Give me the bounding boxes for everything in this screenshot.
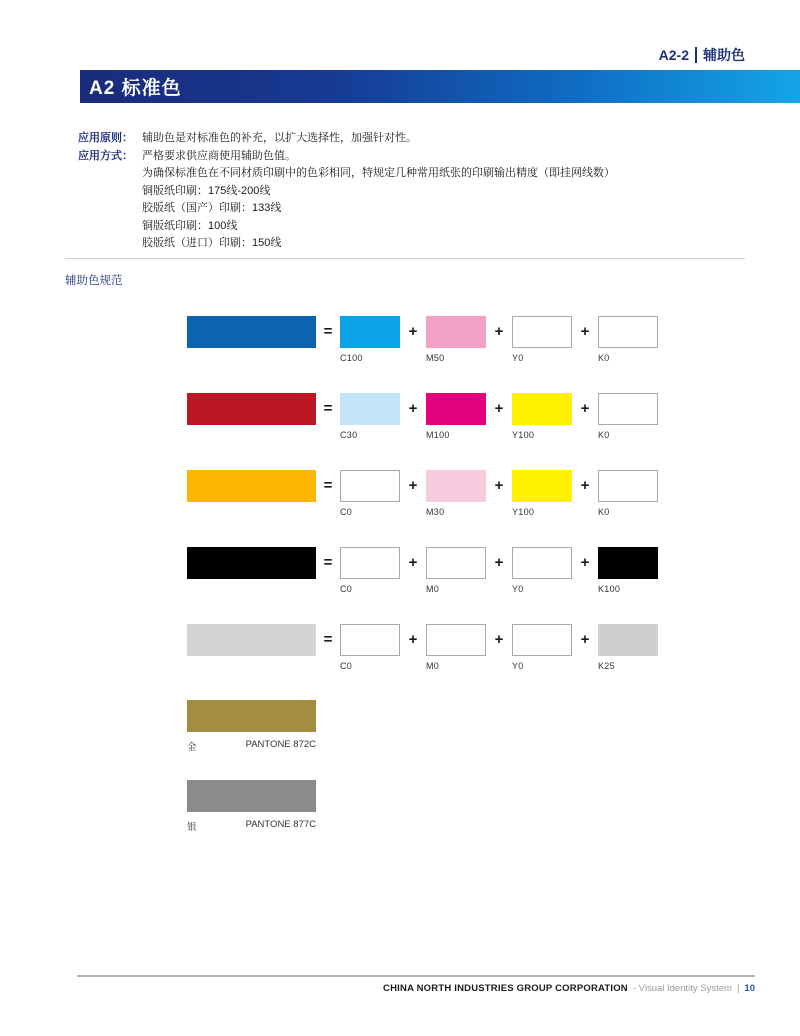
plus-sign: + <box>408 631 418 648</box>
plus-sign: + <box>408 477 418 494</box>
method-line: 为确保标准色在不同材质印刷中的色彩相同，特规定几种常用纸张的印刷输出精度（即挂网线数） <box>142 167 615 179</box>
component-color-label: Y0 <box>512 584 524 594</box>
component-color-swatch <box>598 316 658 348</box>
footer-company-name: CHINA NORTH INDUSTRIES GROUP CORPORATION <box>383 983 628 994</box>
component-color-label: M30 <box>426 507 445 517</box>
method-line: 胶版纸（进口）印刷：150线 <box>142 237 282 249</box>
silver-color-swatch <box>187 780 316 812</box>
plus-sign: + <box>408 554 418 571</box>
color-equation-row <box>187 393 658 470</box>
intro-text-block <box>78 130 748 253</box>
equals-sign: = <box>323 323 333 340</box>
component-color-label: K0 <box>598 353 610 363</box>
gold-color-swatch <box>187 700 316 732</box>
plus-sign: + <box>494 554 504 571</box>
equals-sign: = <box>323 554 333 571</box>
section-title: 辅助色规范 <box>65 275 123 287</box>
method-line: 铜版纸印刷：175线-200线 <box>142 184 271 197</box>
component-color-swatch <box>426 547 486 579</box>
component-color-label: C0 <box>340 584 353 594</box>
section-tag-code: A2-2 <box>658 47 689 63</box>
component-color-swatch <box>340 316 400 348</box>
plus-sign: + <box>408 323 418 340</box>
plus-sign: + <box>580 631 590 648</box>
color-equations <box>187 316 658 701</box>
section-tag <box>659 45 745 65</box>
component-color-label: M50 <box>426 353 445 363</box>
plus-sign: + <box>494 400 504 417</box>
tag-divider-bar <box>695 47 697 63</box>
footer-divider-line <box>77 975 755 977</box>
plus-sign: + <box>494 477 504 494</box>
component-color-swatch <box>426 470 486 502</box>
color-equation-row <box>187 470 658 547</box>
component-color-swatch <box>340 547 400 579</box>
component-color-label: M0 <box>426 584 440 594</box>
component-color-label: Y0 <box>512 353 524 363</box>
footer <box>383 983 755 994</box>
principle-label: 应用原则： <box>78 132 133 144</box>
component-color-swatch <box>512 316 572 348</box>
component-color-swatch <box>512 470 572 502</box>
method-line: 胶版纸（国产）印刷：133线 <box>142 202 282 214</box>
footer-system-name: - Visual Identity System <box>632 983 732 994</box>
component-color-label: Y100 <box>512 430 535 440</box>
result-color-swatch <box>187 393 316 425</box>
plus-sign: + <box>494 323 504 340</box>
result-color-swatch <box>187 547 316 579</box>
component-color-label: M0 <box>426 661 440 671</box>
plus-sign: + <box>494 631 504 648</box>
component-color-swatch <box>598 470 658 502</box>
component-color-label: K0 <box>598 507 610 517</box>
page-title: A2 标准色 <box>89 78 182 99</box>
component-color-label: M100 <box>426 430 450 440</box>
gold-color-block <box>187 700 316 753</box>
component-color-swatch <box>512 624 572 656</box>
result-color-swatch <box>187 316 316 348</box>
component-color-swatch <box>426 393 486 425</box>
component-color-swatch <box>426 624 486 656</box>
plus-sign: + <box>580 554 590 571</box>
method-line: 严格要求供应商使用辅助色值。 <box>142 149 296 162</box>
color-equation-row <box>187 547 658 624</box>
section-tag-label: 辅助色 <box>703 47 745 63</box>
color-equation-row <box>187 624 658 701</box>
equals-sign: = <box>323 631 333 648</box>
equals-sign: = <box>323 477 333 494</box>
component-color-swatch <box>598 393 658 425</box>
color-equation-row <box>187 316 658 393</box>
chapter-header-bar <box>80 70 800 103</box>
component-color-swatch <box>426 316 486 348</box>
component-color-label: K0 <box>598 430 610 440</box>
component-color-swatch <box>598 547 658 579</box>
plus-sign: + <box>580 400 590 417</box>
silver-color-block <box>187 780 316 833</box>
result-color-swatch <box>187 624 316 656</box>
page-number: 10 <box>744 983 755 994</box>
component-color-swatch <box>512 547 572 579</box>
component-color-label: Y100 <box>512 507 535 517</box>
component-color-label: C30 <box>340 430 358 440</box>
plus-sign: + <box>408 400 418 417</box>
component-color-swatch <box>340 624 400 656</box>
component-color-label: C0 <box>340 661 353 671</box>
component-color-swatch <box>340 393 400 425</box>
method-line: 铜版纸印刷：100线 <box>142 219 238 232</box>
footer-divider: | <box>736 983 740 994</box>
method-label: 应用方式： <box>78 149 133 162</box>
principle-text: 辅助色是对标准色的补充，以扩大选择性，加强针对性。 <box>142 132 417 144</box>
component-color-label: C0 <box>340 507 353 517</box>
plus-sign: + <box>580 477 590 494</box>
section-divider-line <box>65 258 745 259</box>
component-color-label: Y0 <box>512 661 524 671</box>
silver-pantone-code: PANTONE 877C <box>245 819 316 830</box>
result-color-swatch <box>187 470 316 502</box>
component-color-swatch <box>598 624 658 656</box>
component-color-label: C100 <box>340 353 363 363</box>
gold-color-name: 金 <box>187 742 197 753</box>
silver-color-name: 银 <box>187 822 197 833</box>
gold-pantone-code: PANTONE 872C <box>245 739 316 750</box>
component-color-swatch <box>512 393 572 425</box>
equals-sign: = <box>323 400 333 417</box>
component-color-label: K100 <box>598 584 621 594</box>
component-color-swatch <box>340 470 400 502</box>
component-color-label: K25 <box>598 661 615 671</box>
plus-sign: + <box>580 323 590 340</box>
